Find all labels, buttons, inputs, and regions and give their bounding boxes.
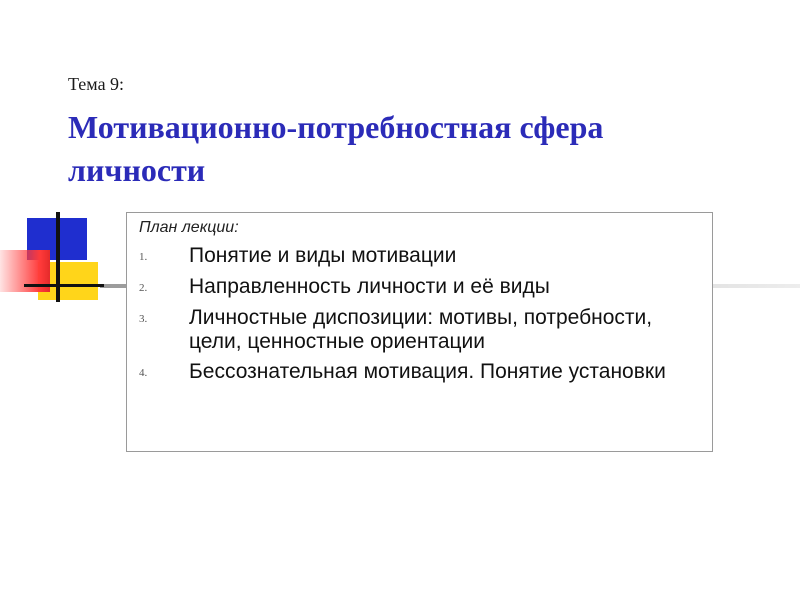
list-item-text: Бессознательная мотивация. Понятие установки (189, 360, 666, 383)
list-item-number: 2. (139, 282, 148, 294)
decorative-horizontal-line (24, 284, 104, 287)
list-item-number: 1. (139, 251, 148, 263)
slide-pretitle: Тема 9: (68, 74, 125, 94)
lecture-plan-list (139, 244, 700, 385)
list-item (139, 275, 700, 300)
list-item-number: 4. (139, 367, 148, 379)
slide-title: Мотивационно-потребностная сфера личности (68, 109, 604, 188)
list-item-text: Личностные диспозиции: мотивы, потребности, цели, ценностные ориентации (189, 306, 653, 353)
list-item (139, 244, 700, 269)
list-item-number: 3. (139, 313, 148, 325)
lecture-plan-heading: План лекции: (139, 219, 239, 236)
lecture-plan-box (126, 212, 713, 452)
decorative-vertical-line (56, 212, 60, 302)
list-item-text: Направленность личности и её виды (189, 275, 550, 298)
list-item-text: Понятие и виды мотивации (189, 244, 457, 267)
list-item (139, 360, 700, 385)
list-item (139, 306, 700, 354)
